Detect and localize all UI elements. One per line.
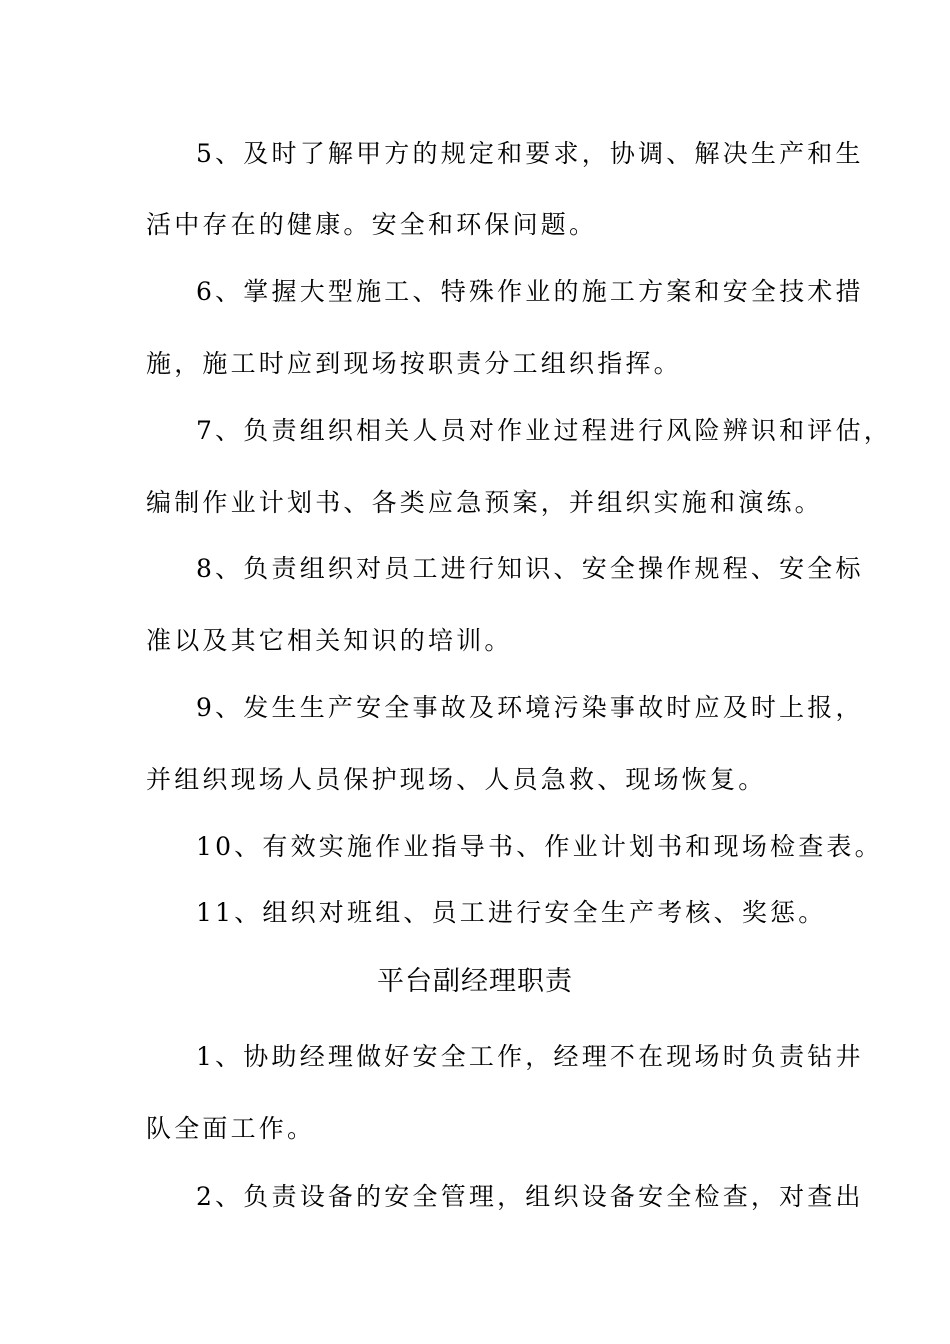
paragraph-10: 10、有效实施作业指导书、作业计划书和现场检查表。 <box>196 832 883 861</box>
section-paragraph-1-line-2: 队全面工作。 <box>146 1114 316 1143</box>
section-paragraph-1-line-1: 1、协助经理做好安全工作，经理不在现场时负责钻井 <box>196 1042 864 1071</box>
paragraph-9-line-2: 并组织现场人员保护现场、人员急救、现场恢复。 <box>146 765 767 794</box>
section-paragraph-2-line-1: 2、负责设备的安全管理，组织设备安全检查，对查出 <box>196 1182 864 1211</box>
section-heading: 平台副经理职责 <box>377 966 573 997</box>
paragraph-7-line-2: 编制作业计划书、各类应急预案，并组织实施和演练。 <box>146 488 823 517</box>
paragraph-9-line-1: 9、发生生产安全事故及环境污染事故时应及时上报， <box>196 693 864 722</box>
paragraph-8-line-2: 准以及其它相关知识的培训。 <box>146 626 513 655</box>
paragraph-5-line-1: 5、及时了解甲方的规定和要求，协调、解决生产和生 <box>196 139 864 168</box>
paragraph-11: 11、组织对班组、员工进行安全生产考核、奖惩。 <box>196 898 827 927</box>
paragraph-6-line-1: 6、掌握大型施工、特殊作业的施工方案和安全技术措 <box>196 277 864 306</box>
paragraph-5-line-2: 活中存在的健康。安全和环保问题。 <box>146 210 598 239</box>
paragraph-6-line-2: 施，施工时应到现场按职责分工组织指挥。 <box>146 349 682 378</box>
paragraph-7-line-1: 7、负责组织相关人员对作业过程进行风险辨识和评估， <box>196 416 892 445</box>
paragraph-8-line-1: 8、负责组织对员工进行知识、安全操作规程、安全标 <box>196 554 864 583</box>
